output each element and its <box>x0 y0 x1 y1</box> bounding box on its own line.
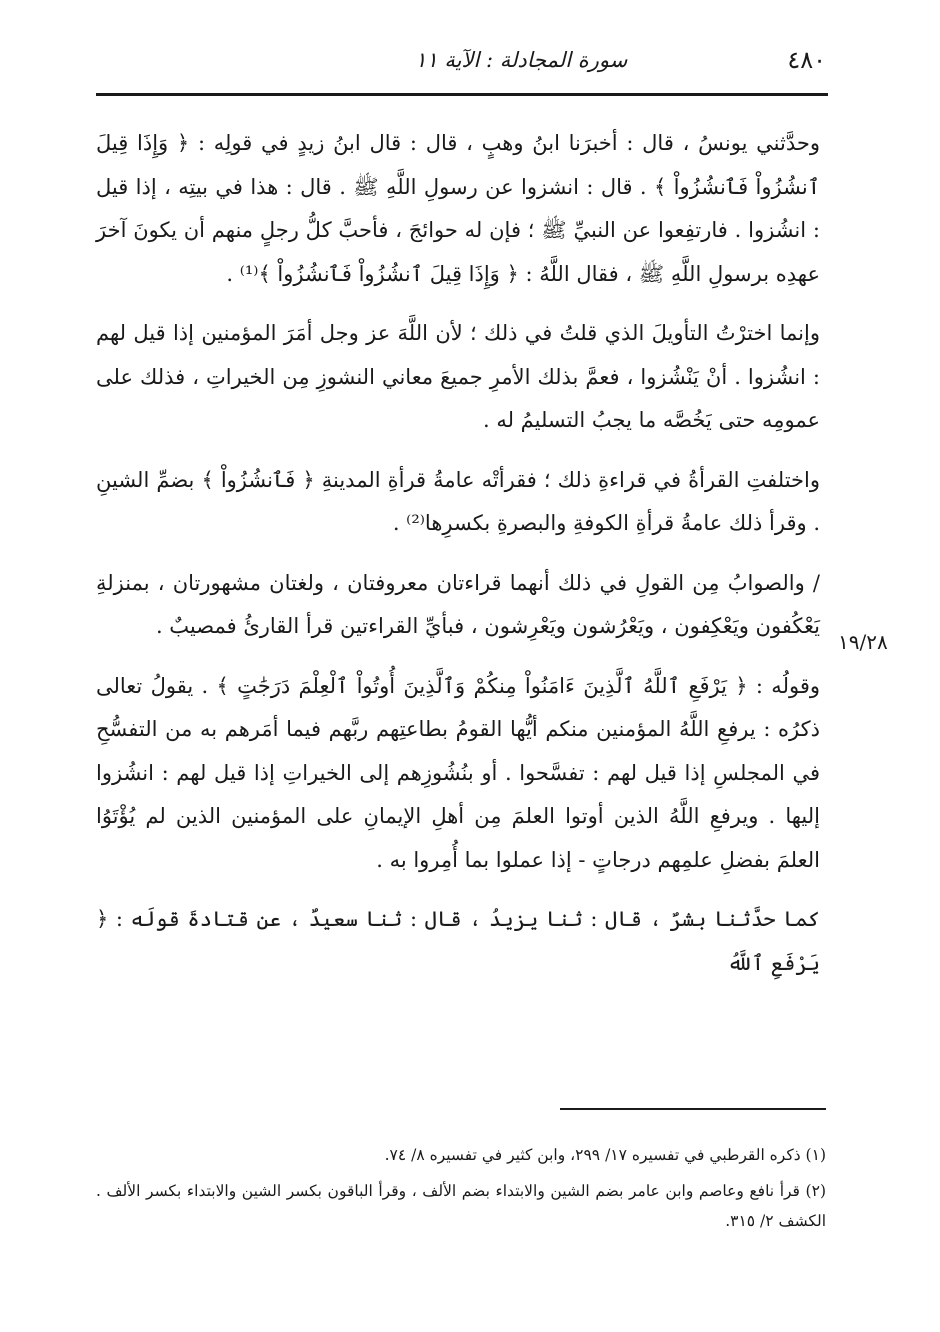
page-number: ٤٨٠ <box>787 46 826 74</box>
paragraph-6: كما حدَّثنا بشرٌ ، قال : ثنا يزيدُ ، قال : ثنا سعيدٌ ، عن قتادةَ قولَه : ﴿ يَرْفَعِ ٱللَّهُ <box>96 907 820 975</box>
paragraph-2: وإنما اخترْتُ التأويلَ الذي قلتُ في ذلك ؛ لأن اللَّهَ عز وجل أمَرَ المؤمنين إذا قيل لهم : انشُزوا . أنْ يَنْشُزوا ، فعمَّ بذلك الأمرِ جميعَ معاني النشوزِ مِن الخيراتِ ، فذلك على عمومِه حتى يَخُصَّه ما يجبُ التسليمُ له . <box>96 321 820 432</box>
main-text <box>96 122 820 1001</box>
footnote-rule <box>560 1108 826 1110</box>
page-header <box>96 40 826 80</box>
paragraph-4: / والصوابُ مِن القولِ في ذلك أنهما قراءتان معروفتان ، ولغتان مشهورتان ، بمنزلةِ يَعْكُفون ويَعْكِفون ، ويَعْرُشون ويَعْرِشون ، فبأيِّ القراءتين قرأ القارئُ فمصيبٌ . <box>96 570 820 638</box>
header-rule <box>96 93 828 96</box>
paragraph-5: وقولُه : ﴿ يَرْفَعِ ٱللَّهُ ٱلَّذِينَ ءَامَنُواْ مِنكُمْ وَٱلَّذِينَ أُوتُواْ ٱلْعِلْمَ دَرَجَٰتٍ ﴾ . يقولُ تعالى ذكرُه : يرفعِ اللَّهُ المؤمنين منكم أيُّها القومُ بطاعتِهم ربَّهم فيما أمَرهم به من التفسُّحِ في المجلسِ إذا قيل لهم : تفسَّحوا . أو بنُشُوزِهم إلى الخيراتِ إذا قيل لهم : انشُزوا إليها . ويرفعِ اللَّهُ الذين أوتوا العلمَ مِن أهلِ الإيمانِ على المؤمنين الذين لم يُؤْتَوُا العلمَ بفضلِ علمِهم درجاتٍ - إذا عملوا بما أُمِروا به . <box>96 673 820 872</box>
margin-reference: ١٩/٢٨ <box>838 630 888 654</box>
paragraph-3: واختلفتِ القرأةُ في قراءةِ ذلك ؛ فقرأتْه عامةُ قرأةِ المدينةِ ﴿ فَٱنشُزُواْ ﴾ بضمِّ الشينِ . وقرأ ذلك عامةُ قرأةِ الكوفةِ والبصرةِ بكسرِها⁽²⁾ . <box>96 467 820 535</box>
running-title: سورة المجادلة : الآية ١١ <box>415 48 628 72</box>
paragraph-1: وحدَّثني يونسُ ، قال : أخبرَنا ابنُ وهبٍ ، قال : قال ابنُ زيدٍ في قولِه : ﴿ وَإِذَا قِيلَ ٱنشُزُواْ فَٱنشُزُواْ ﴾ . قال : انشزوا عن رسولِ اللَّهِ ﷺ . قال : هذا في بيتِه ، إذا قيل : انشُزوا . فارتفِعوا عن النبيِّ ﷺ ؛ فإن له حوائجَ ، فأحبَّ كلُّ رجلٍ منهم أن يكونَ آخرَ عهدِه برسولِ اللَّهِ ﷺ ، فقال اللَّهُ : ﴿ وَإِذَا قِيلَ ٱنشُزُواْ فَٱنشُزُواْ ﴾⁽¹⁾ . <box>96 131 820 286</box>
footnote-2: (٢) قرأ نافع وعاصم وابن عامر بضم الشين والابتداء بضم الألف ، وقرأ الباقون بكسر الشين والابتداء بكسر الألف . الكشف ٢/ ٣١٥. <box>96 1182 826 1230</box>
footnotes <box>96 1140 826 1242</box>
footnote-1: (١) ذكره القرطبي في تفسيره ١٧/ ٢٩٩، وابن كثير في تفسيره ٨/ ٧٤. <box>384 1146 826 1164</box>
